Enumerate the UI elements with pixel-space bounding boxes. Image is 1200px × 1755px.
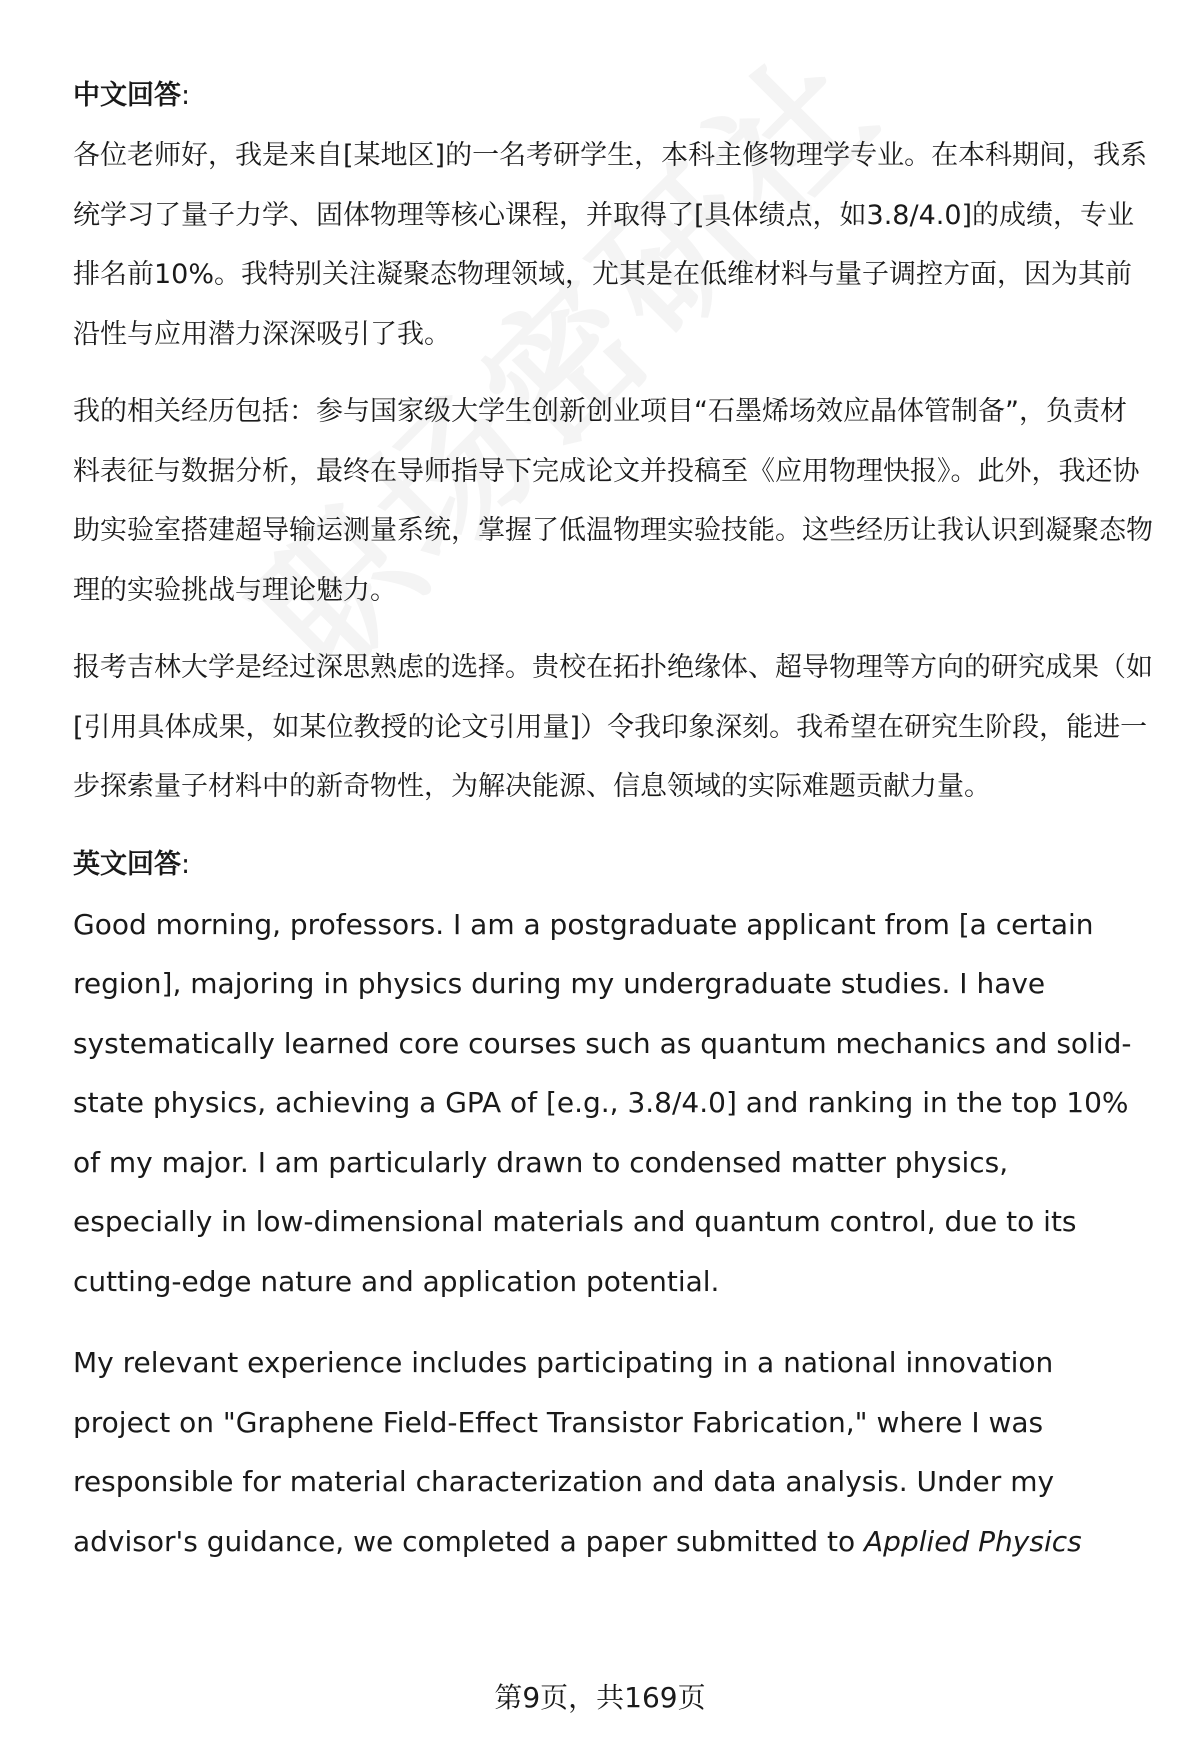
page-number: 第9页，共169页 [494, 1681, 706, 1714]
en-paragraph-1: Good morning, professors. I am a postgraduate applicant from [a certain region], majoring in physics during my undergraduate studies. I have systematically learned core courses such as quantum mechanics and solid-state physics, achieving a GPA of [e.g., 3.8/4.0] and ranking in the top 10% of my major. I am particularly drawn to condensed matter physics, especially in low-dimensional materials and quantum control, due to its cutting-edge nature and application potential. [73, 907, 1132, 1298]
journal-name: Applied Physics [864, 1524, 1082, 1558]
en-paragraph-2 [73, 1333, 1153, 1571]
cn-paragraph-2: 我的相关经历包括：参与国家级大学生创新创业项目“石墨烯场效应晶体管制备”，负责材料表征与数据分析，最终在导师指导下完成论文并投稿至《应用物理快报》。此外，我还协助实验室搭建超导输运测量系统，掌握了低温物理实验技能。这些经历让我认识到凝聚态物理的实验挑战与理论魅力。 [73, 396, 1153, 606]
cn-paragraph-1: 各位老师好，我是来自[某地区]的一名考研学生，本科主修物理学专业。在本科期间，我系统学习了量子力学、固体物理等核心课程，并取得了[具体绩点，如3.8/4.0]的成绩，专业排名前10%。我特别关注凝聚态物理领域，尤其是在低维材料与量子调控方面，因为其前沿性与应用潜力深深吸引了我。 [73, 140, 1148, 350]
document-body [73, 66, 1153, 1593]
en-heading: 英文回答: [73, 848, 191, 880]
cn-heading: 中文回答: [73, 80, 191, 111]
en-paragraph-2-text: My relevant experience includes participating in a national innovation project on "Graphene Field-Effect Transistor Fabrication," where I was responsible for material characterization and data analysis. Under my advisor's guidance, we completed a paper submitted to [73, 1346, 1055, 1558]
cn-paragraph-3: 报考吉林大学是经过深思熟虑的选择。贵校在拓扑绝缘体、超导物理等方向的研究成果（如[引用具体成果，如某位教授的论文引用量]）令我印象深刻。我希望在研究生阶段，能进一步探索量子材料中的新奇物性，为解决能源、信息领域的实际难题贡献力量。 [73, 652, 1153, 802]
